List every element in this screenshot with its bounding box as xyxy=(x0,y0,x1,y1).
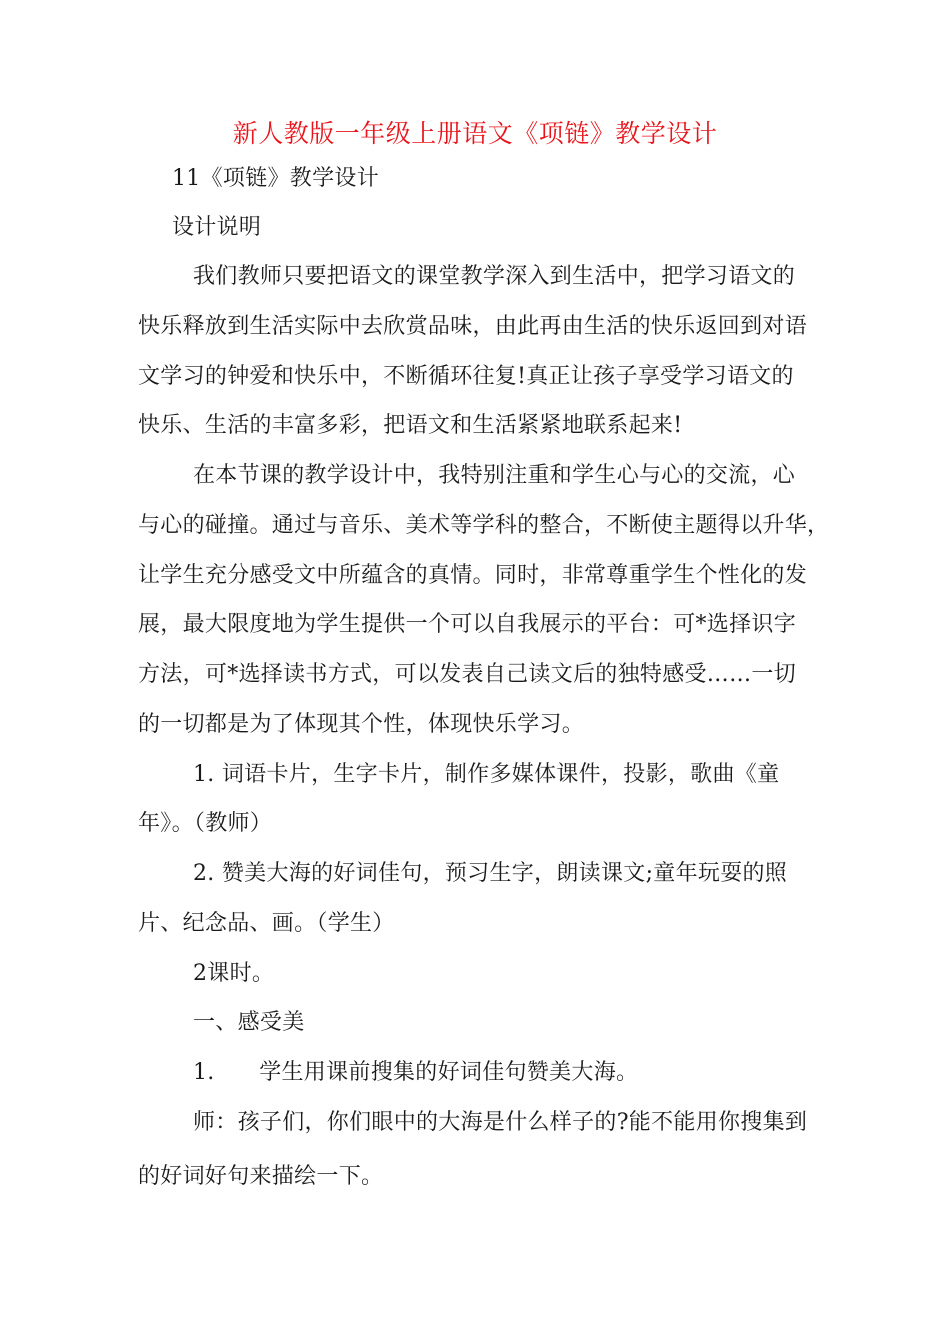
section-heading-design-notes: 设计说明 xyxy=(172,215,262,240)
paragraph-line: 师：孩子们，你们眼中的大海是什么样子的?能不能用你搜集到 xyxy=(193,1110,808,1135)
paragraph-line: 文学习的钟爱和快乐中，不断循环往复!真正让孩子享受学习语文的 xyxy=(138,364,794,389)
paragraph-line: 我们教师只要把语文的课堂教学深入到生活中，把学习语文的 xyxy=(193,264,796,289)
paragraph-line: 快乐、生活的丰富多彩，把语文和生活紧紧地联系起来! xyxy=(138,413,683,438)
list-item-line: 年》。（教师） xyxy=(138,811,273,836)
paragraph-line: 的好词好句来描绘一下。 xyxy=(138,1164,384,1189)
paragraph-line: 让学生充分感受文中所蕴含的真情。同时，非常尊重学生个性化的发 xyxy=(138,563,808,588)
paragraph-line: 与心的碰撞。通过与音乐、美术等学科的整合，不断使主题得以升华， xyxy=(138,513,830,538)
list-item-line: 1. 词语卡片，生字卡片，制作多媒体课件，投影，歌曲《童 xyxy=(193,762,780,787)
lesson-heading: 11《项链》教学设计 xyxy=(172,166,379,191)
list-item-line: 片、纪念品、画。（学生） xyxy=(138,911,395,936)
lesson-count: 2课时。 xyxy=(193,961,275,986)
list-item-line: 1. 学生用课前搜集的好词佳句赞美大海。 xyxy=(193,1060,639,1085)
paragraph-line: 快乐释放到生活实际中去欣赏品味，由此再由生活的快乐返回到对语 xyxy=(138,314,808,339)
document-title: 新人教版一年级上册语文《项链》教学设计 xyxy=(232,119,718,148)
list-item-line: 2. 赞美大海的好词佳句，预习生字，朗读课文;童年玩耍的照 xyxy=(193,861,788,886)
paragraph-line: 展，最大限度地为学生提供一个可以自我展示的平台：可*选择识字 xyxy=(138,612,797,637)
paragraph-line: 的一切都是为了体现其个性，体现快乐学习。 xyxy=(138,712,585,737)
section-heading-feel-beauty: 一、感受美 xyxy=(193,1010,305,1035)
paragraph-line: 在本节课的教学设计中，我特别注重和学生心与心的交流，心 xyxy=(193,463,796,488)
paragraph-line: 方法，可*选择读书方式，可以发表自己读文后的独特感受……一切 xyxy=(138,662,797,687)
